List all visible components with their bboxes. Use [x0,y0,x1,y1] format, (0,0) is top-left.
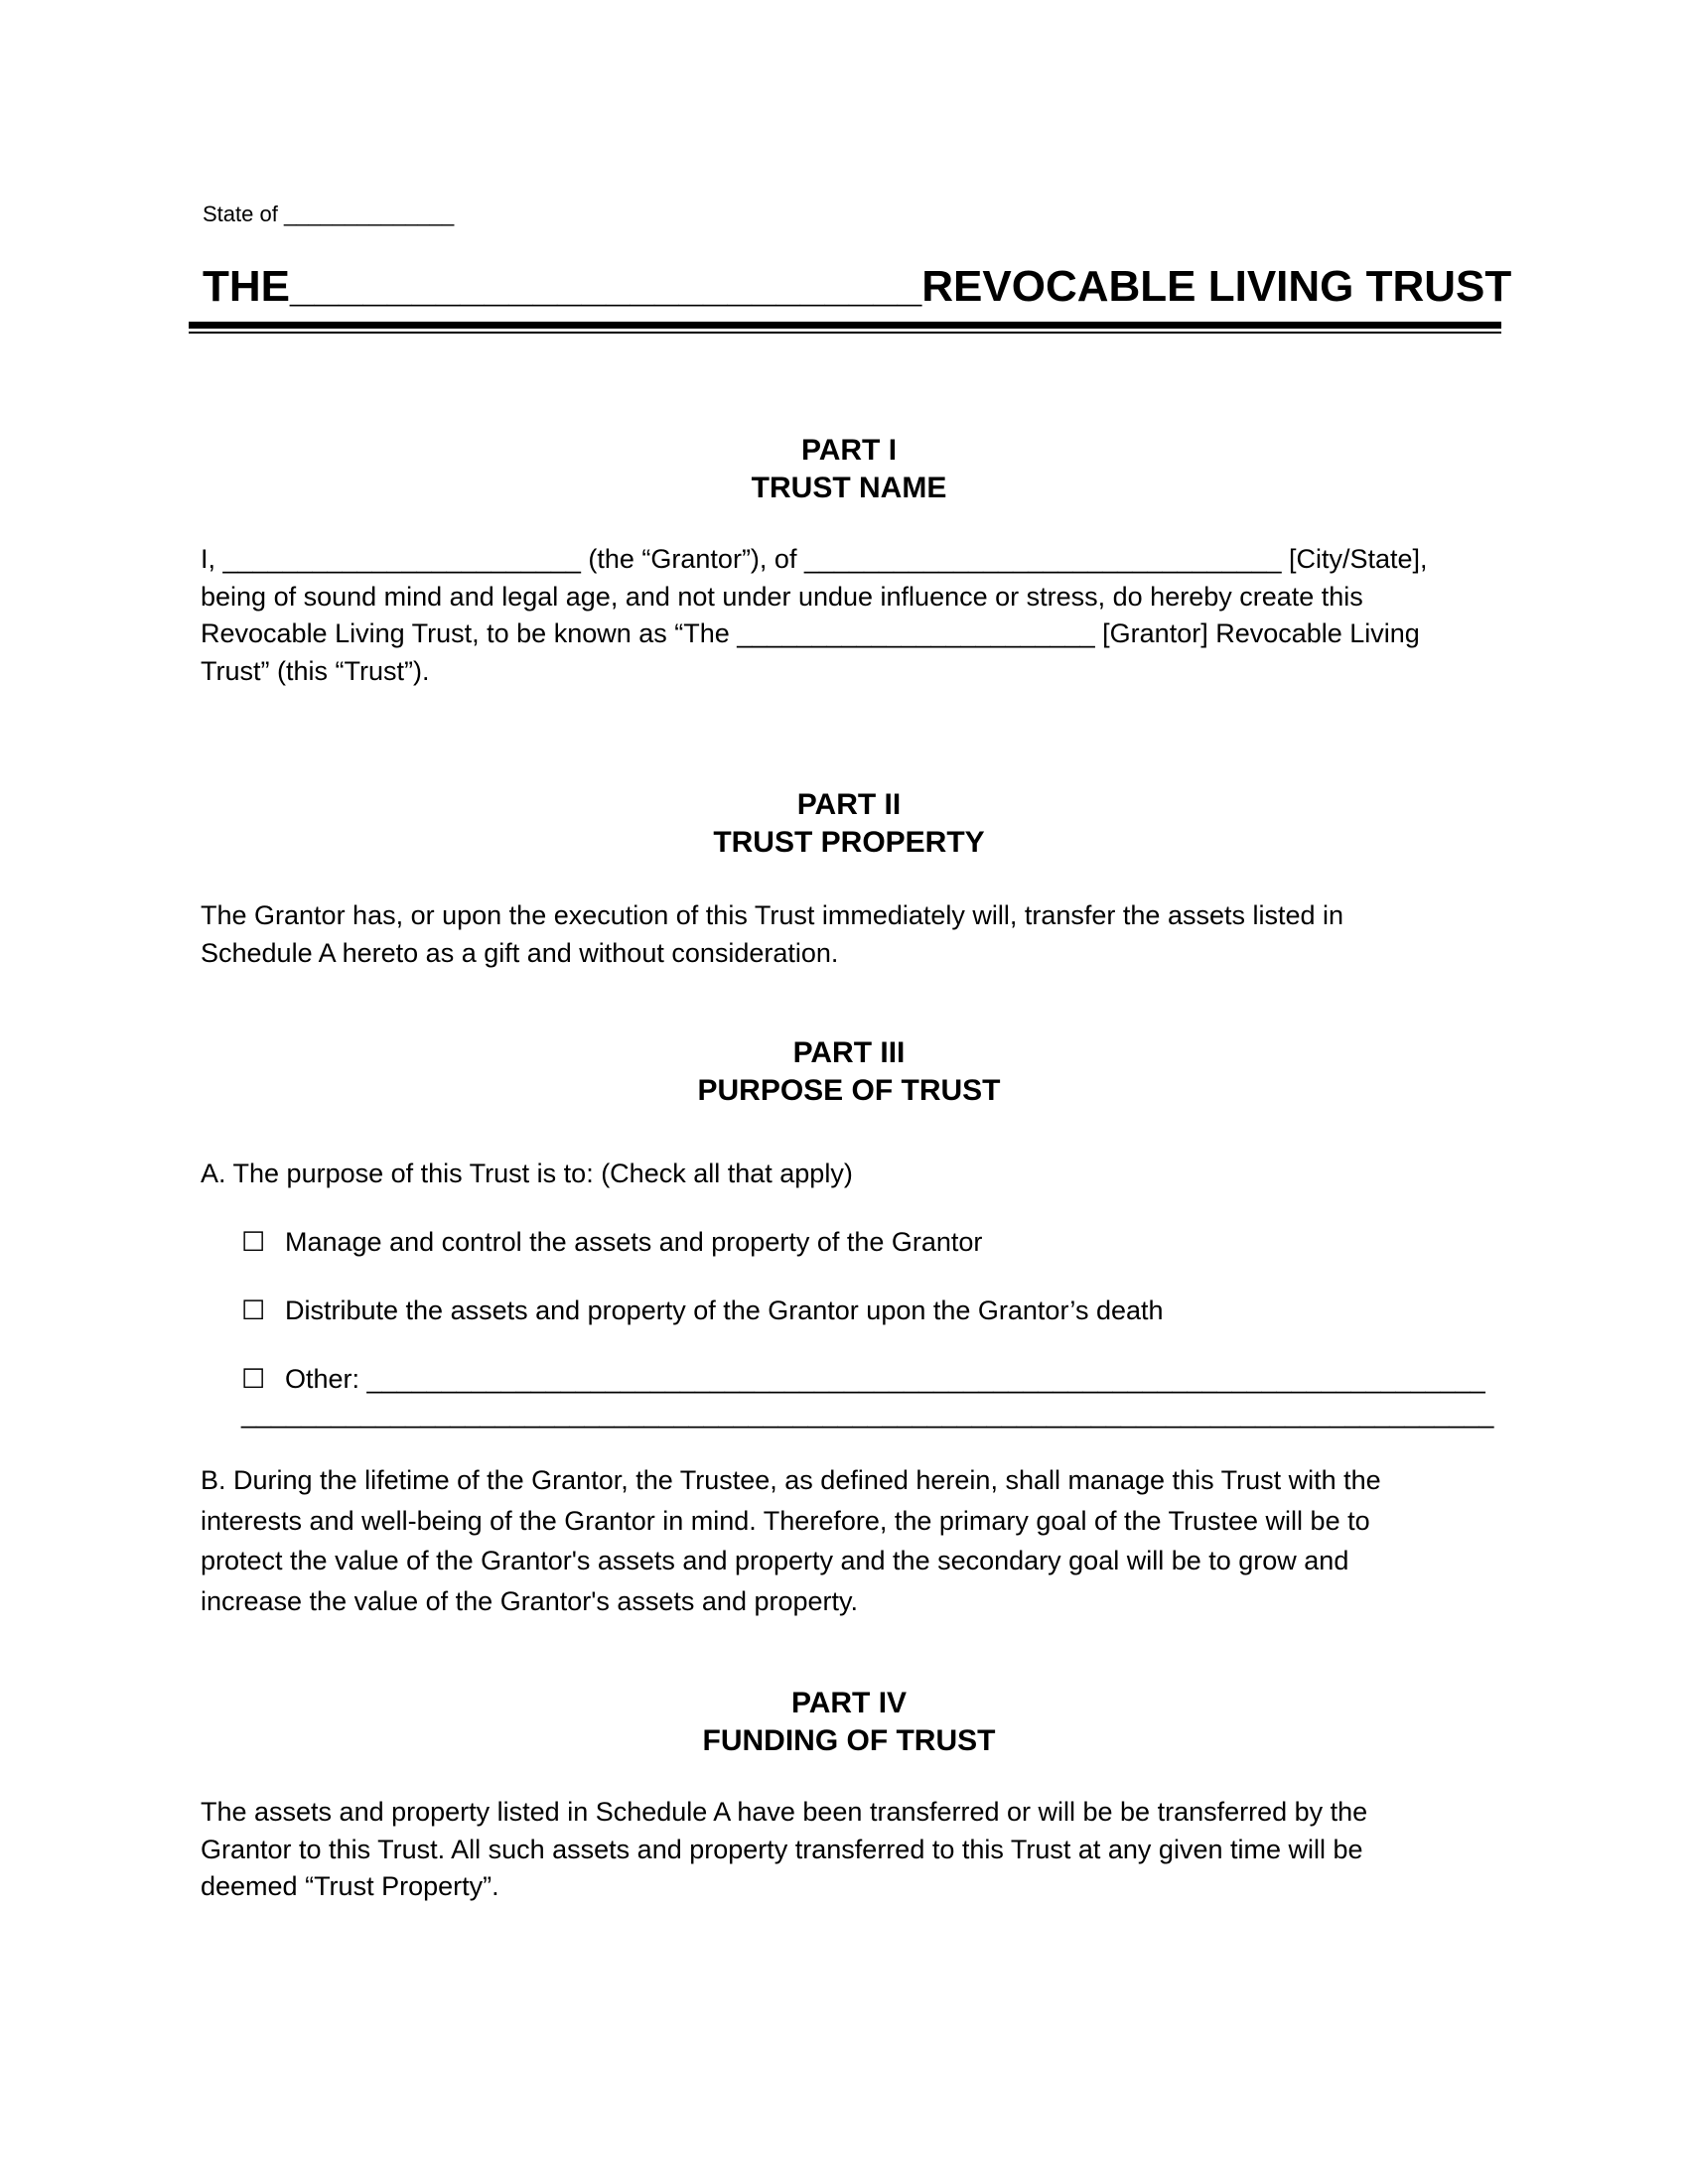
option-label: Distribute the assets and property of the Grantor upon the Grantor’s death [285,1296,1164,1325]
part4-number: PART IV [790,1687,908,1719]
title-suffix: REVOCABLE LIVING TRUST [921,262,1512,311]
part1-number: PART I [800,434,898,467]
checkbox-icon[interactable]: ☐ [241,1296,266,1325]
part4-title: FUNDING OF TRUST [702,1724,996,1757]
purpose-option-manage[interactable] [241,1224,1512,1260]
part3-number: PART III [792,1036,906,1069]
other-continuation-line: ____________________________________________________________________________________ [241,1399,1494,1429]
part3-b-paragraph [201,1460,1491,1621]
part4-paragraph [201,1794,1491,1906]
part2-number: PART II [796,788,902,821]
part1-title: TRUST NAME [751,472,947,504]
part1-paragraph [201,541,1491,690]
part2-heading [189,786,1509,862]
document-title [203,260,1512,314]
state-line: State of ______________ [203,202,455,226]
part1-line: Revocable Living Trust, to be known as “The ________________________ [Grantor] Revocable Living [201,618,1420,648]
part3-b-line: interests and well-being of the Grantor in mind. Therefore, the primary goal of the Trustee will be to [201,1505,1370,1536]
part3-intro: A. The purpose of this Trust is to: (Check all that apply) [201,1159,853,1188]
part1-heading [189,432,1509,507]
option-label: Other: ___________________________________________________________________________ [285,1364,1485,1394]
part4-line: Grantor to this Trust. All such assets and property transferred to this Trust at any given time will be [201,1834,1363,1864]
purpose-option-other[interactable] [241,1361,1512,1397]
part2-line: The Grantor has, or upon the execution of this Trust immediately will, transfer the assets listed in [201,900,1344,930]
part2-title: TRUST PROPERTY [713,826,985,859]
part4-line: deemed “Trust Property”. [201,1871,499,1901]
part1-line: I, ________________________ (the “Grantor”), of ________________________________ [City/State], [201,544,1428,574]
checkbox-icon[interactable]: ☐ [241,1364,266,1394]
part2-paragraph [201,897,1491,972]
part3-b-line: B. During the lifetime of the Grantor, the Trustee, as defined herein, shall manage this Trust with the [201,1465,1381,1495]
part1-line: Trust” (this “Trust”). [201,655,430,686]
option-label: Manage and control the assets and property of the Grantor [285,1227,983,1257]
title-double-rule [189,322,1501,334]
purpose-option-distribute[interactable] [241,1293,1512,1328]
title-blank: __________________________ [290,262,922,311]
checkbox-icon[interactable]: ☐ [241,1227,266,1257]
part3-b-line: increase the value of the Grantor's assets and property. [201,1585,859,1616]
part2-line: Schedule A hereto as a gift and without consideration. [201,937,839,968]
part4-line: The assets and property listed in Schedule A have been transferred or will be be transferred by the [201,1797,1368,1827]
part1-line: being of sound mind and legal age, and not under undue influence or stress, do hereby create this [201,581,1363,612]
part3-heading [189,1034,1509,1110]
part3-title: PURPOSE OF TRUST [697,1074,1001,1107]
part3-b-line: protect the value of the Grantor's assets and property and the secondary goal will be to grow and [201,1546,1349,1575]
title-prefix: THE [203,262,290,311]
part4-heading [189,1685,1509,1760]
